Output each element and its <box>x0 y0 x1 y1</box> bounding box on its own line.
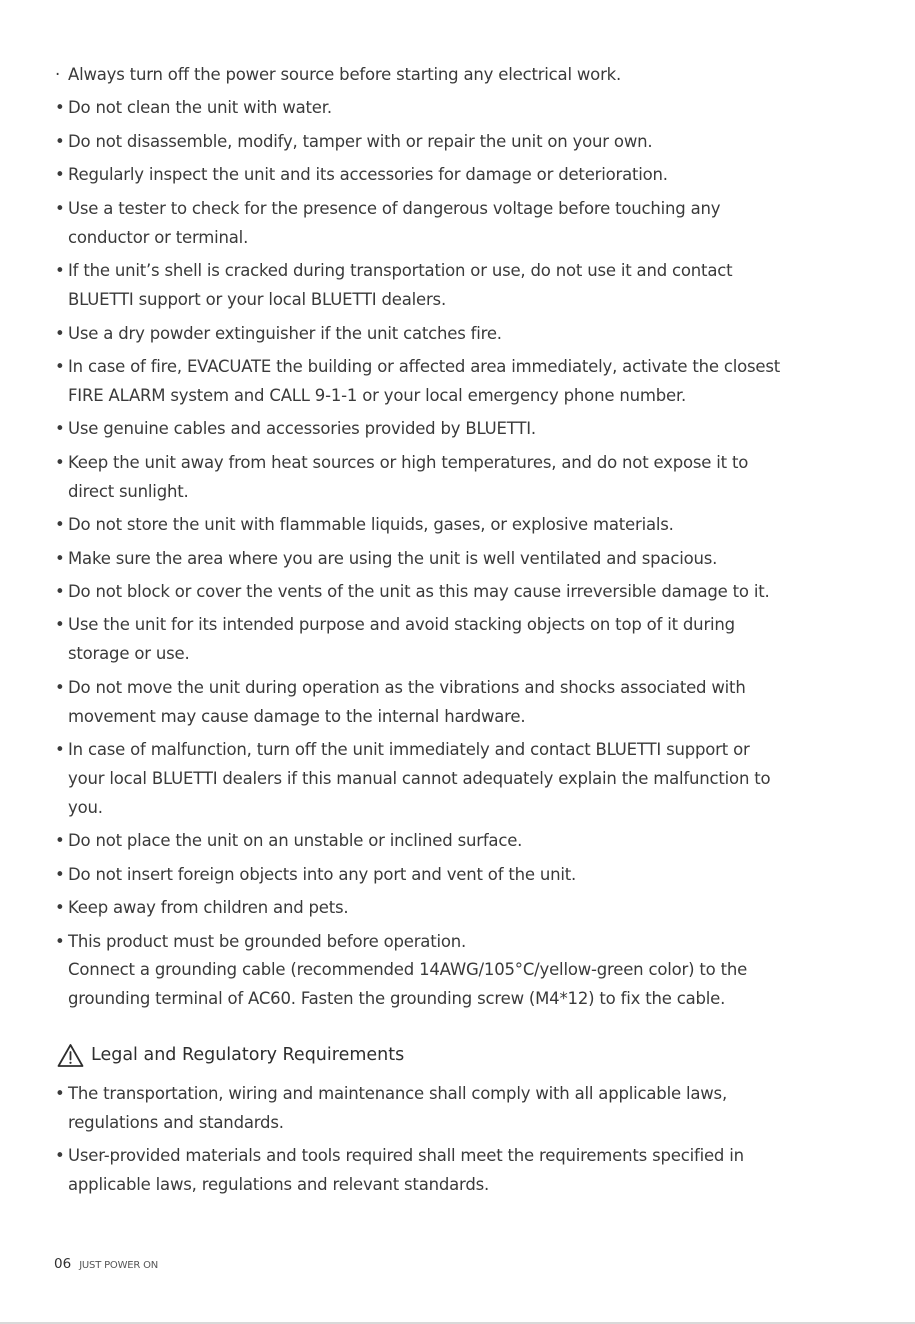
list-item <box>55 449 870 507</box>
list-item-text: Regularly inspect the unit and its accessories for damage or deterioration. <box>68 165 668 185</box>
list-item-text: grounding terminal of AC60. Fasten the grounding screw (M4*12) to fix the cable. <box>68 989 726 1009</box>
list-item <box>55 578 870 607</box>
list-item <box>55 415 870 444</box>
bullet-marker: • <box>55 898 65 918</box>
list-item-text: Do not disassemble, modify, tamper with or repair the unit on your own. <box>68 131 653 151</box>
list-item-text: direct sunlight. <box>68 481 189 501</box>
bullet-marker: • <box>55 864 65 884</box>
list-item <box>55 353 870 411</box>
legal-requirements-heading <box>57 1040 404 1070</box>
bullet-marker: • <box>55 419 65 439</box>
list-item <box>55 1142 870 1200</box>
list-item-text: In case of fire, EVACUATE the building or affected area immediately, activate the closest <box>68 356 781 376</box>
list-item-text: Do not move the unit during operation as the vibrations and shocks associated with <box>68 677 746 697</box>
list-item-text: The transportation, wiring and maintenance shall comply with all applicable laws, <box>68 1084 727 1103</box>
list-item-text: your local BLUETTI dealers if this manual cannot adequately explain the malfunction to <box>68 768 771 788</box>
list-item <box>55 257 870 315</box>
list-item <box>55 611 870 669</box>
list-item <box>55 128 870 157</box>
bullet-marker: • <box>55 677 65 697</box>
list-item-text: Do not store the unit with flammable liquids, gases, or explosive materials. <box>68 515 674 535</box>
list-item <box>55 161 870 190</box>
bullet-marker: • <box>55 1146 65 1166</box>
bullet-marker: • <box>55 740 65 760</box>
list-item-text: User-provided materials and tools required shall meet the requirements specified in <box>68 1146 744 1166</box>
list-item-text: BLUETTI support or your local BLUETTI dealers. <box>68 290 446 310</box>
list-item <box>55 94 870 123</box>
list-item-text: conductor or terminal. <box>68 227 249 247</box>
list-item <box>55 1080 870 1138</box>
list-item <box>55 827 870 856</box>
list-item-text: you. <box>68 797 103 817</box>
page-footer <box>54 1256 158 1272</box>
bullet-marker: • <box>55 931 65 951</box>
bullet-marker: • <box>55 452 65 472</box>
list-item <box>55 861 870 890</box>
bullet-marker: • <box>55 198 65 218</box>
page-number: 06 <box>54 1256 72 1272</box>
warning-triangle-icon <box>57 1043 84 1068</box>
list-item <box>55 195 870 253</box>
bullet-marker: • <box>55 515 65 535</box>
legal-heading-text: Legal and Regulatory Requirements <box>91 1045 405 1065</box>
list-item-text: Always turn off the power source before starting any electrical work. <box>68 65 622 84</box>
list-item-text: This product must be grounded before operation. <box>68 931 467 951</box>
list-item-text: Use a dry powder extinguisher if the unit catches fire. <box>68 323 502 343</box>
list-item-text: movement may cause damage to the internal hardware. <box>68 706 526 726</box>
list-item-text: In case of malfunction, turn off the unit immediately and contact BLUETTI support or <box>68 740 750 760</box>
bullet-marker: • <box>55 548 65 568</box>
bullet-marker: • <box>55 582 65 601</box>
list-item <box>55 61 870 90</box>
list-item-text: Do not insert foreign objects into any port and vent of the unit. <box>68 864 577 884</box>
list-item <box>55 674 870 732</box>
list-item-text: storage or use. <box>68 644 190 664</box>
footer-slogan: JUST POWER ON <box>79 1260 159 1271</box>
bullet-marker: • <box>55 131 65 151</box>
bullet-marker: · <box>55 65 61 84</box>
bullet-marker: • <box>55 356 65 376</box>
bullet-marker: • <box>55 831 65 851</box>
list-item-text: Connect a grounding cable (recommended 14AWG/105°C/yellow-green color) to the <box>68 960 748 980</box>
bullet-marker: • <box>55 323 65 343</box>
list-item-text: If the unit’s shell is cracked during transportation or use, do not use it and contact <box>68 261 733 281</box>
list-item-text: applicable laws, regulations and relevant standards. <box>68 1175 490 1195</box>
list-item <box>55 545 870 574</box>
list-item <box>55 320 870 349</box>
bullet-marker: • <box>55 165 65 185</box>
list-item-text: Do not clean the unit with water. <box>68 98 332 118</box>
list-item-text: Use the unit for its intended purpose and avoid stacking objects on top of it during <box>68 615 735 635</box>
list-item-text: Make sure the area where you are using the unit is well ventilated and spacious. <box>68 548 718 568</box>
list-item-text: Use genuine cables and accessories provided by BLUETTI. <box>68 419 536 439</box>
list-item-text: Do not block or cover the vents of the unit as this may cause irreversible damage to it. <box>68 582 770 601</box>
bullet-marker: • <box>55 98 65 118</box>
list-item-text: Keep the unit away from heat sources or high temperatures, and do not expose it to <box>68 452 749 472</box>
list-item <box>55 736 870 822</box>
list-item <box>55 928 870 1014</box>
legal-requirements-list <box>55 1080 870 1205</box>
list-item-text: regulations and standards. <box>68 1112 284 1132</box>
list-item-text: Do not place the unit on an unstable or inclined surface. <box>68 831 523 851</box>
list-item <box>55 511 870 540</box>
bullet-marker: • <box>55 1084 65 1103</box>
list-item-text: FIRE ALARM system and CALL 9-1-1 or your local emergency phone number. <box>68 385 687 405</box>
list-item <box>55 894 870 923</box>
list-item-text: Keep away from children and pets. <box>68 898 349 918</box>
bullet-marker: • <box>55 615 65 635</box>
list-item-text: Use a tester to check for the presence of dangerous voltage before touching any <box>68 198 721 218</box>
bullet-marker: • <box>55 261 65 281</box>
safety-instructions-list <box>55 61 870 1019</box>
